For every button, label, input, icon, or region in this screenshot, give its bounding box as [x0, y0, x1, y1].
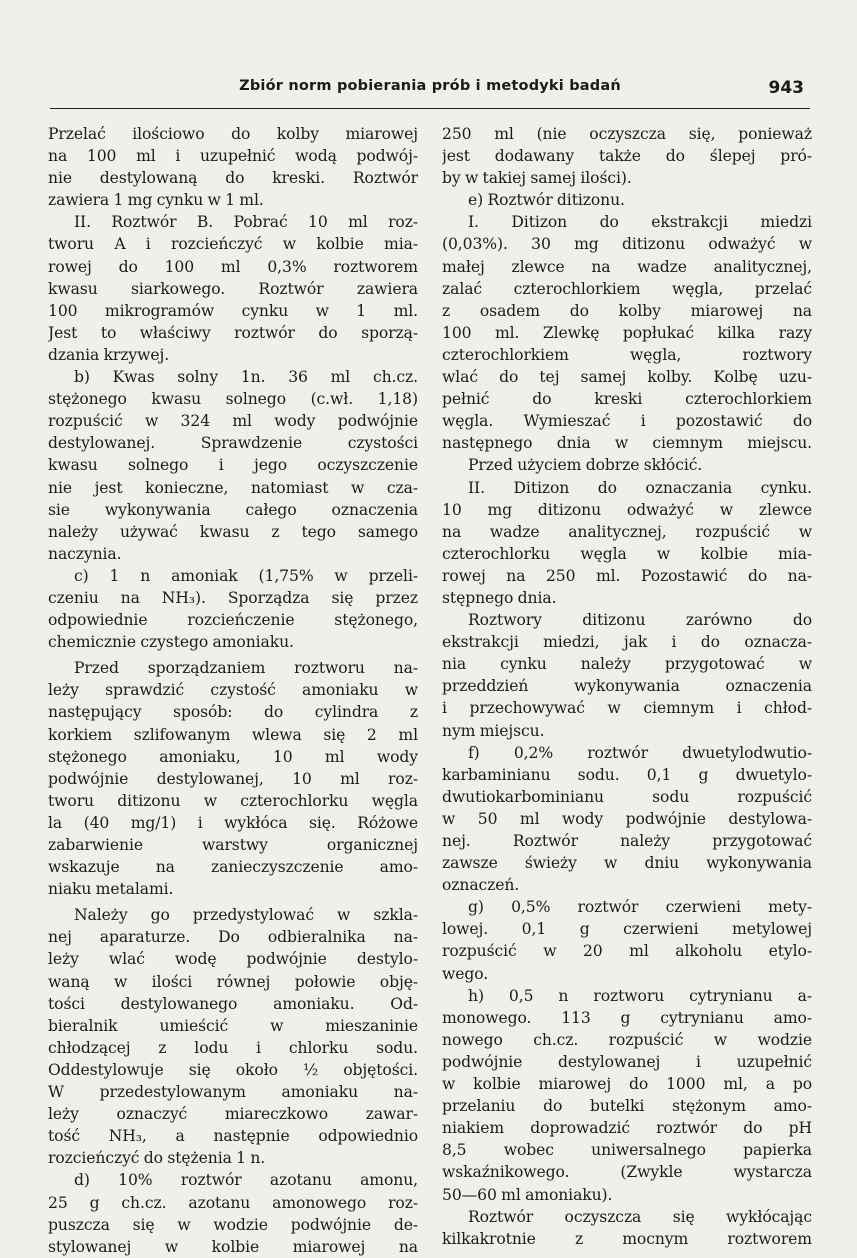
text-line: 25 g ch.cz. azotanu amonowego roz- [48, 1193, 418, 1212]
text-line: rozpuścić w 324 ml wody podwójnie [48, 412, 418, 431]
text-line: jest dodawany także do ślepej pró- [442, 147, 812, 166]
text-line: I. Ditizon do ekstrakcji miedzi [468, 213, 812, 232]
text-line: Oddestylowuje się około ½ objętości. [48, 1060, 418, 1079]
text-line: zawiera 1 mg cynku w 1 ml. [48, 191, 264, 210]
page-number: 943 [768, 78, 804, 98]
text-line: kilkakrotnie z mocnym roztworem [442, 1229, 812, 1248]
text-line: d) 10% roztwór azotanu amonu, [74, 1171, 418, 1190]
text-line: Roztwór oczyszcza się wykłócając [468, 1207, 812, 1226]
text-line: chemicznie czystego amoniaku. [48, 633, 294, 652]
text-line: czterochlorku węgla w kolbie mia- [442, 544, 812, 563]
text-line: destylowanej. Sprawdzenie czystości [48, 434, 418, 453]
text-line: Roztwory ditizonu zarówno do [468, 611, 812, 630]
text-line: 50—60 ml amoniaku). [442, 1185, 613, 1204]
text-line: 10 mg ditizonu odważyć w zlewce [442, 500, 812, 519]
text-line: w kolbie miarowej do 1000 ml, a po [442, 1075, 812, 1094]
text-line: e) Roztwór ditizonu. [468, 191, 625, 210]
text-line: rowej do 100 ml 0,3% roztworem [48, 257, 418, 276]
text-line: 100 mikrogramów cynku w 1 ml. [48, 301, 418, 320]
text-line: korkiem szlifowanym wlewa się 2 ml [48, 725, 418, 744]
text-line: leży sprawdzić czystość amoniaku w [48, 681, 418, 700]
text-line: stężonego kwasu solnego (c.wł. 1,18) [48, 390, 418, 409]
text-line: monowego. 113 g cytrynianu amo- [442, 1008, 812, 1027]
text-line: w 50 ml wody podwójnie destylowa- [442, 809, 812, 828]
text-line: dwutiokarbominianu sodu rozpuścić [442, 787, 812, 806]
text-line: wskazuje na zanieczyszczenie amo- [48, 858, 418, 877]
text-line: puszcza się w wodzie podwójnie de- [48, 1215, 418, 1234]
text-line: wlać do tej samej kolby. Kolbę uzu- [442, 368, 812, 387]
text-line: Przed sporządzaniem roztworu na- [74, 659, 418, 678]
text-line: kwasu siarkowego. Roztwór zawiera [48, 279, 418, 298]
text-line: h) 0,5 n roztworu cytrynianu a- [468, 986, 812, 1005]
text-line: kwasu solnego i jego oczyszczenie [48, 456, 418, 475]
text-line: II. Ditizon do oznaczania cynku. [468, 478, 812, 497]
text-line: tość NH₃, a następnie odpowiednio [48, 1127, 418, 1146]
text-line: sie wykonywania całego oznaczenia [48, 500, 418, 519]
text-line: bieralnik umieścić w mieszaninie [48, 1016, 418, 1035]
text-line: II. Roztwór B. Pobrać 10 ml roz- [74, 213, 418, 232]
text-line: następujący sposób: do cylindra z [48, 703, 418, 722]
text-line: c) 1 n amoniak (1,75% w przeli- [74, 566, 418, 585]
text-line: naczynia. [48, 544, 122, 563]
text-line: nowego ch.cz. rozpuścić w wodzie [442, 1030, 812, 1049]
text-line: rozcieńczyć do stężenia 1 n. [48, 1149, 266, 1168]
text-line: tości destylowanego amoniaku. Od- [48, 994, 418, 1013]
text-line: przelaniu do butelki stężonym amo- [442, 1097, 812, 1116]
text-line: tworu A i rozcieńczyć w kolbie mia- [48, 235, 418, 254]
text-line: 8,5 wobec uniwersalnego papierka [442, 1141, 812, 1160]
text-line: czterochlorkiem węgla, roztwory [442, 345, 812, 364]
text-line: Przelać ilościowo do kolby miarowej [48, 125, 418, 143]
right-text-column [442, 123, 812, 1250]
text-line: waną w ilości równej połowie obję- [48, 972, 418, 991]
text-line: rozpuścić w 20 ml alkoholu etylo- [442, 942, 812, 961]
text-line: dzania krzywej. [48, 345, 170, 364]
running-title: Zbiór norm pobierania prób i metodyki badań [239, 78, 621, 94]
text-line: nej. Roztwór należy przygotować [442, 832, 812, 850]
text-line: zawsze świeży w dniu wykonywania [442, 854, 812, 873]
page-header [50, 72, 810, 109]
text-line: tworu ditizonu w czterochlorku węgla [48, 791, 418, 810]
text-line: z osadem do kolby miarowej na [442, 301, 812, 320]
text-line: przeddzień wykonywania oznaczenia [442, 677, 812, 696]
text-line: nej aparaturze. Do odbieralnika na- [48, 928, 418, 947]
text-line: niakiem doprowadzić roztwór do pH [442, 1119, 812, 1138]
text-line: chłodzącej z lodu i chlorku sodu. [48, 1038, 418, 1057]
text-line: by w takiej samej ilości). [442, 169, 632, 188]
text-line: leży wlać wodę podwójnie destylo- [48, 950, 418, 969]
text-line: wego. [442, 964, 489, 983]
text-line: podwójnie destylowanej, 10 ml roz- [48, 769, 418, 788]
text-line: lowej. 0,1 g czerwieni metylowej [442, 920, 812, 939]
text-line: niaku metalami. [48, 880, 174, 899]
text-line: (0,03%). 30 mg ditizonu odważyć w [442, 235, 812, 254]
text-line: małej zlewce na wadze analitycznej, [442, 257, 812, 276]
left-text-column [48, 123, 418, 1258]
text-line: b) Kwas solny 1n. 36 ml ch.cz. [74, 368, 418, 387]
text-line: leży oznaczyć miareczkowo zawar- [48, 1105, 418, 1124]
text-line: oznaczeń. [442, 876, 520, 895]
text-line: następnego dnia w ciemnym miejscu. [442, 434, 812, 453]
text-line: odpowiednie rozcieńczenie stężonego, [48, 611, 418, 630]
text-line: czeniu na NH₃). Sporządza się przez [48, 588, 418, 607]
text-line: 100 ml. Zlewkę popłukać kilka razy [442, 323, 812, 342]
text-line: karbaminianu sodu. 0,1 g dwuetylo- [442, 765, 812, 784]
text-line: g) 0,5% roztwór czerwieni mety- [468, 898, 812, 917]
text-line: nie destylowaną do kreski. Roztwór [48, 169, 418, 188]
text-line: nie jest konieczne, natomiast w cza- [48, 478, 418, 497]
text-line: i przechowywać w ciemnym i chłod- [442, 699, 812, 718]
text-line: na 100 ml i uzupełnić wodą podwój- [48, 147, 418, 166]
text-line: rowej na 250 ml. Pozostawić do na- [442, 566, 812, 585]
text-line: na wadze analitycznej, rozpuścić w [442, 522, 812, 541]
text-line: zabarwienie warstwy organicznej [48, 836, 418, 854]
text-line: należy używać kwasu z tego samego [48, 522, 418, 541]
text-line: Należy go przedystylować w szkla- [74, 906, 418, 925]
text-line: ekstrakcji miedzi, jak i do oznacza- [442, 633, 812, 652]
text-line: la (40 mg/1) i wykłóca się. Różowe [48, 813, 418, 832]
text-line: nia cynku należy przygotować w [442, 655, 812, 674]
text-line: stępnego dnia. [442, 588, 557, 607]
text-line: wskaźnikowego. (Zwykle wystarcza [442, 1163, 812, 1182]
text-line: pełnić do kreski czterochlorkiem [442, 390, 812, 409]
text-line: stylowanej w kolbie miarowej na [48, 1237, 418, 1256]
text-line: węgla. Wymieszać i pozostawić do [442, 412, 812, 431]
text-line: podwójnie destylowanej i uzupełnić [442, 1052, 812, 1071]
text-line: 250 ml (nie oczyszcza się, ponieważ [442, 125, 812, 143]
text-line: Przed użyciem dobrze skłócić. [468, 456, 703, 475]
text-line: zalać czterochlorkiem węgla, przelać [442, 279, 812, 298]
text-line: nym miejscu. [442, 721, 545, 740]
text-line: stężonego amoniaku, 10 ml wody [48, 747, 418, 766]
text-line: W przedestylowanym amoniaku na- [48, 1083, 418, 1102]
text-line: Jest to właściwy roztwór do sporzą- [48, 323, 418, 342]
text-line: f) 0,2% roztwór dwuetylodwutio- [468, 743, 812, 762]
